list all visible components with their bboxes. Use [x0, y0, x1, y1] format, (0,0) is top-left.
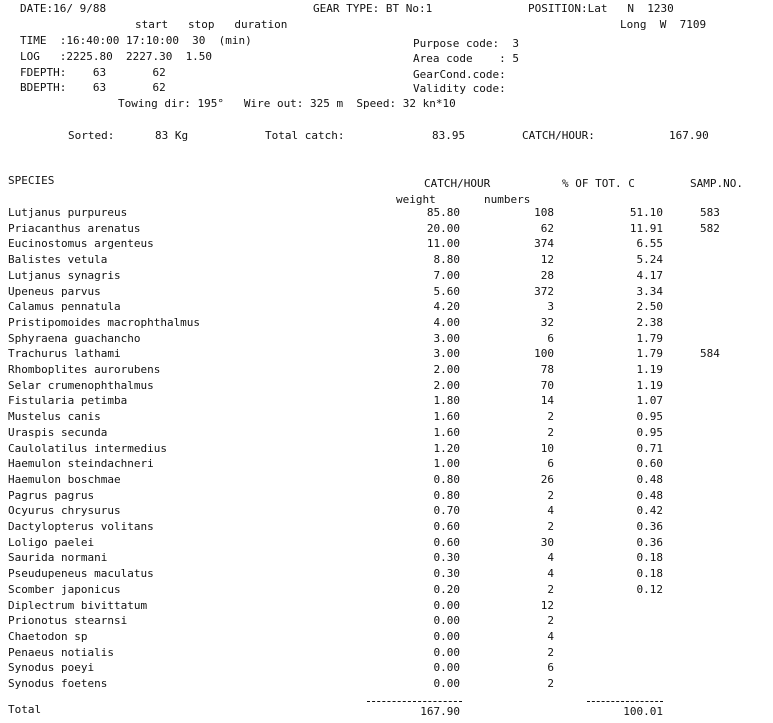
species-name: Rhomboplites aurorubens: [8, 363, 161, 376]
species-name: Ocyurus chrysurus: [8, 504, 121, 517]
species-name: Diplectrum bivittatum: [8, 599, 148, 612]
weight-value: 85.80: [426, 206, 460, 219]
purpose-code: Purpose code: 3: [413, 37, 519, 50]
species-name: Lutjanus purpureus: [8, 206, 128, 219]
date-label: DATE:16/ 9/88: [20, 2, 107, 15]
towing-row: Towing dir: 195° Wire out: 325 m Speed: 32 kn*10: [118, 97, 456, 110]
numbers-value: 6: [547, 332, 554, 345]
numbers-value: 14: [540, 394, 554, 407]
species-name: Penaeus notialis: [8, 646, 114, 659]
log-row: LOG :2225.80 2227.30 1.50: [20, 50, 213, 63]
numbers-value: 2: [547, 426, 554, 439]
species-name: Uraspis secunda: [8, 426, 108, 439]
species-name: Fistularia petimba: [8, 394, 128, 407]
pct-value: 0.95: [636, 410, 663, 423]
weight-value: 11.00: [426, 237, 460, 250]
pct-value: 1.19: [636, 363, 663, 376]
numbers-value: 70: [540, 379, 554, 392]
species-name: Synodus poeyi: [8, 661, 95, 674]
weight-value: 1.60: [433, 426, 460, 439]
species-name: Mustelus canis: [8, 410, 101, 423]
species-name: Haemulon steindachneri: [8, 457, 154, 470]
numbers-value: 32: [540, 316, 554, 329]
weight-value: 20.00: [426, 222, 460, 235]
weight-value: 1.80: [433, 394, 460, 407]
bdepth-row: BDEPTH: 63 62: [20, 81, 166, 94]
pct-value: 6.55: [636, 237, 663, 250]
pct-value: 0.36: [636, 520, 663, 533]
pct-value: 3.34: [636, 285, 663, 298]
pct-total-rule: [587, 701, 663, 702]
weight-value: 4.00: [433, 316, 460, 329]
species-name: Caulolatilus intermedius: [8, 442, 167, 455]
numbers-value: 108: [534, 206, 554, 219]
weight-value: 1.20: [433, 442, 460, 455]
pct-value: 51.10: [629, 206, 663, 219]
numbers-value: 6: [547, 457, 554, 470]
sample-number-header: SAMP.NO.: [690, 177, 743, 190]
weight-value: 0.00: [433, 614, 460, 627]
weight-value: 1.60: [433, 410, 460, 423]
pct-value: 4.17: [636, 269, 663, 282]
total-catch-label: Total catch:: [265, 129, 345, 142]
gear-type: GEAR TYPE: BT No:1: [313, 2, 433, 15]
total-weight: 167.90: [420, 705, 460, 718]
weight-value: 0.30: [433, 551, 460, 564]
numbers-value: 62: [540, 222, 554, 235]
species-name: Chaetodon sp: [8, 630, 88, 643]
validity-code: Validity code:: [413, 82, 506, 95]
pct-value: 0.60: [636, 457, 663, 470]
numbers-value: 6: [547, 661, 554, 674]
weight-value: 7.00: [433, 269, 460, 282]
species-name: Pseudupeneus maculatus: [8, 567, 154, 580]
weight-value: 0.00: [433, 677, 460, 690]
pct-value: 0.42: [636, 504, 663, 517]
species-name: Saurida normani: [8, 551, 108, 564]
weight-value: 2.00: [433, 379, 460, 392]
weight-value: 0.30: [433, 567, 460, 580]
numbers-value: 26: [540, 473, 554, 486]
weight-total-rule: [367, 701, 462, 702]
pct-value: 5.24: [636, 253, 663, 266]
species-header: SPECIES: [8, 174, 55, 187]
numbers-value: 4: [547, 504, 554, 517]
pct-value: 0.18: [636, 567, 663, 580]
numbers-value: 78: [540, 363, 554, 376]
numbers-value: 3: [547, 300, 554, 313]
catch-hour-header: CATCH/HOUR: [424, 177, 491, 190]
pct-value: 0.95: [636, 426, 663, 439]
numbers-value: 12: [540, 253, 554, 266]
weight-value: 8.80: [433, 253, 460, 266]
weight-value: 4.20: [433, 300, 460, 313]
species-name: Priacanthus arenatus: [8, 222, 141, 235]
weight-header: weight: [396, 193, 436, 206]
pct-value: 11.91: [629, 222, 663, 235]
area-code: Area code : 5: [413, 52, 519, 65]
species-name: Synodus foetens: [8, 677, 108, 690]
pct-value: 1.79: [636, 332, 663, 345]
weight-value: 0.20: [433, 583, 460, 596]
numbers-value: 28: [540, 269, 554, 282]
species-name: Pristipomoides macrophthalmus: [8, 316, 201, 329]
species-name: Sphyraena guachancho: [8, 332, 141, 345]
species-name: Eucinostomus argenteus: [8, 237, 154, 250]
pct-total-header: % OF TOT. C: [562, 177, 635, 190]
weight-value: 2.00: [433, 363, 460, 376]
species-name: Calamus pennatula: [8, 300, 121, 313]
pct-value: 1.07: [636, 394, 663, 407]
pct-value: 0.12: [636, 583, 663, 596]
weight-value: 0.00: [433, 599, 460, 612]
numbers-value: 372: [534, 285, 554, 298]
species-name: Selar crumenophthalmus: [8, 379, 154, 392]
fdepth-row: FDEPTH: 63 62: [20, 66, 166, 79]
species-name: Pagrus pagrus: [8, 489, 95, 502]
weight-value: 3.00: [433, 347, 460, 360]
total-catch-value: 83.95: [432, 129, 466, 142]
sample-number: 584: [700, 347, 720, 360]
gear-cond-code: GearCond.code:: [413, 68, 506, 81]
pct-value: 2.50: [636, 300, 663, 313]
numbers-value: 2: [547, 646, 554, 659]
pct-value: 0.18: [636, 551, 663, 564]
pct-value: 2.38: [636, 316, 663, 329]
numbers-value: 374: [534, 237, 554, 250]
species-name: Balistes vetula: [8, 253, 108, 266]
species-name: Upeneus parvus: [8, 285, 101, 298]
species-name: Loligo paelei: [8, 536, 95, 549]
numbers-value: 100: [534, 347, 554, 360]
pct-value: 0.36: [636, 536, 663, 549]
sample-number: 583: [700, 206, 720, 219]
pct-value: 1.19: [636, 379, 663, 392]
position-long: Long W 7109: [620, 18, 707, 31]
total-pct: 100.01: [623, 705, 663, 718]
weight-value: 0.80: [433, 473, 460, 486]
catch-hour-label: CATCH/HOUR:: [522, 129, 595, 142]
numbers-value: 2: [547, 520, 554, 533]
sorted-value: 83 Kg: [155, 129, 189, 142]
sample-number: 582: [700, 222, 720, 235]
species-name: Scomber japonicus: [8, 583, 121, 596]
weight-value: 0.60: [433, 520, 460, 533]
weight-value: 5.60: [433, 285, 460, 298]
weight-value: 0.70: [433, 504, 460, 517]
numbers-value: 4: [547, 630, 554, 643]
numbers-value: 12: [540, 599, 554, 612]
position-lat: POSITION:Lat N 1230: [528, 2, 674, 15]
weight-value: 0.00: [433, 661, 460, 674]
numbers-value: 10: [540, 442, 554, 455]
species-name: Trachurus lathami: [8, 347, 121, 360]
numbers-value: 4: [547, 567, 554, 580]
weight-value: 0.00: [433, 630, 460, 643]
numbers-value: 2: [547, 614, 554, 627]
species-name: Lutjanus synagris: [8, 269, 121, 282]
weight-value: 1.00: [433, 457, 460, 470]
species-name: Dactylopterus volitans: [8, 520, 154, 533]
numbers-value: 2: [547, 410, 554, 423]
pct-value: 0.71: [636, 442, 663, 455]
numbers-value: 30: [540, 536, 554, 549]
numbers-value: 2: [547, 489, 554, 502]
numbers-value: 4: [547, 551, 554, 564]
weight-value: 0.80: [433, 489, 460, 502]
pct-value: 1.79: [636, 347, 663, 360]
weight-value: 0.60: [433, 536, 460, 549]
pct-value: 0.48: [636, 489, 663, 502]
pct-value: 0.48: [636, 473, 663, 486]
species-name: Haemulon boschmae: [8, 473, 121, 486]
numbers-value: 2: [547, 677, 554, 690]
time-row: TIME :16:40:00 17:10:00 30 (min): [20, 34, 252, 47]
total-label: Total: [8, 703, 42, 716]
numbers-header: numbers: [484, 193, 531, 206]
numbers-value: 2: [547, 583, 554, 596]
column-headings: start stop duration: [135, 18, 288, 31]
sorted-label: Sorted:: [68, 129, 115, 142]
weight-value: 3.00: [433, 332, 460, 345]
catch-hour-value: 167.90: [669, 129, 709, 142]
weight-value: 0.00: [433, 646, 460, 659]
species-name: Prionotus stearnsi: [8, 614, 128, 627]
